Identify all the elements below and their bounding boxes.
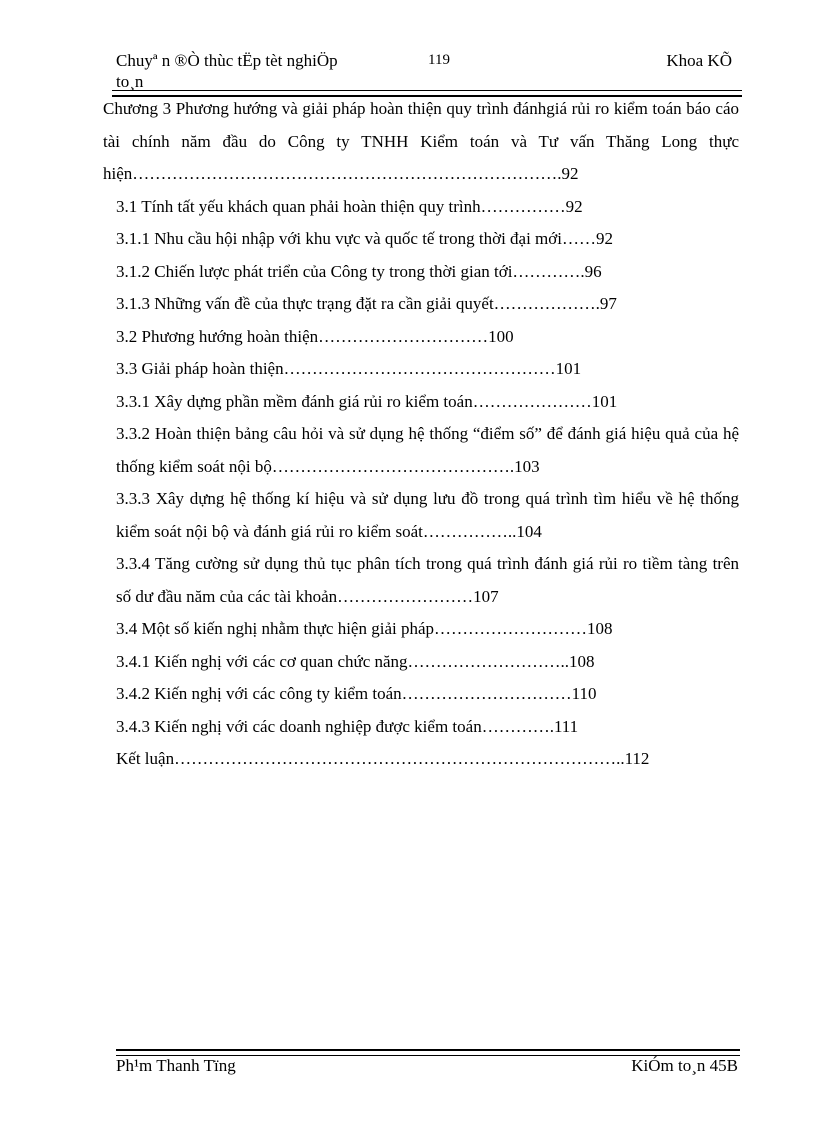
toc-conclusion: Kết luận……………………………………………………………………..112 xyxy=(116,749,650,768)
toc-item-3-3-3: 3.3.3 Xây dựng hệ thống kí hiệu và sử dụng lưu đồ trong quá trình tìm hiểu về hệ thống kiểm soát nội bộ và đánh giá rủi ro kiểm soát……………..104 xyxy=(116,489,739,541)
header-title-line1: Chuyª n ®Ò thùc tËp tèt nghiÖp xyxy=(116,51,338,70)
toc-item-3-3-1: 3.3.1 Xây dựng phần mềm đánh giá rủi ro kiểm toán…………………101 xyxy=(116,391,618,411)
header-title-line2: to¸n xyxy=(116,72,144,91)
toc-item-3-4: 3.4 Một số kiến nghị nhằm thực hiện giải pháp………………………108 xyxy=(116,619,613,638)
footer-class: KiÓm to¸n 45B xyxy=(631,1056,738,1075)
toc-item-3-1-3: 3.1.3 Những vấn đề của thực trạng đặt ra cần giải quyết……………….97 xyxy=(116,294,617,313)
toc-item-3-4-1: 3.4.1 Kiến nghị với các cơ quan chức năng………………………..108 xyxy=(116,651,595,671)
toc-item-3-3-4: 3.3.4 Tăng cường sử dụng thủ tục phân tích trong quá trình đánh giá rủi ro tiềm tàng trên số dư đầu năm của các tài khoản……………………107 xyxy=(116,554,739,606)
toc-item-3-1: 3.1 Tính tất yếu khách quan phải hoàn thiện quy trình……………92 xyxy=(116,196,583,216)
toc-item-3-1-2: 3.1.2 Chiến lược phát triển của Công ty trong thời gian tới………….96 xyxy=(116,261,602,281)
footer-author: Ph¹m Thanh Tïng xyxy=(116,1056,236,1075)
table-of-contents xyxy=(103,93,739,776)
toc-item-3-3: 3.3 Giải pháp hoàn thiện…………………………………………101 xyxy=(116,359,582,378)
toc-item-3-3-2: 3.3.2 Hoàn thiện bảng câu hỏi và sử dụng hệ thống “điểm số” để đánh giá hiệu quả của hệ thống kiểm soát nội bộ…………………………………….103 xyxy=(116,424,739,476)
toc-item-3-4-2: 3.4.2 Kiến nghị với các công ty kiểm toán…………………………110 xyxy=(116,684,597,703)
header-department: Khoa KÕ xyxy=(666,51,732,70)
page-number: 119 xyxy=(428,52,450,68)
toc-item-3-4-3: 3.4.3 Kiến nghị với các doanh nghiệp được kiểm toán………….111 xyxy=(116,716,579,736)
header-title xyxy=(116,50,386,92)
toc-item-3-1-1: 3.1.1 Nhu cầu hội nhập với khu vực và quốc tế trong thời đại mới……92 xyxy=(116,229,613,248)
toc-item-3-2: 3.2 Phương hướng hoàn thiện…………………………100 xyxy=(116,326,514,346)
toc-chapter-3: Chương 3 Phương hướng và giải pháp hoàn thiện quy trình đánhgiá rủi ro kiểm toán báo cáo tài chính năm đầu do Công ty TNHH Kiểm toán và Tư vấn Thăng Long thực hiện………………………………………………………………….92 xyxy=(103,99,739,183)
